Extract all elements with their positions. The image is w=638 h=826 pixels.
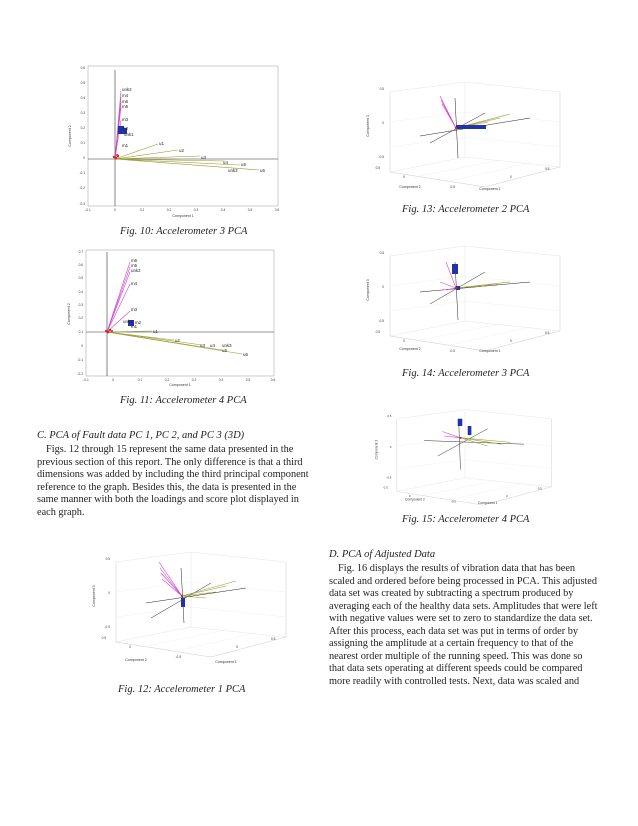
section-c-line: previous section of this report. The only difference is that a third [37,456,303,468]
svg-text:0.3: 0.3 [191,378,197,382]
svg-text:u6: u6 [243,352,248,357]
section-d-line: Fig. 16 displays the results of vibration data that has been [338,563,576,574]
svg-text:0: 0 [403,339,405,343]
svg-text:Component 1: Component 1 [479,187,501,191]
svg-text:m3: m3 [122,117,129,122]
svg-text:Component 2: Component 2 [67,303,71,325]
svg-text:Component 1: Component 1 [172,214,194,218]
fig11-caption: Fig. 11: Accelerometer 4 PCA [120,395,247,406]
section-d-line: averaging each of the healthy data sets. Amplitudes that were left [329,600,598,612]
svg-text:0.5: 0.5 [101,636,106,640]
svg-text:0: 0 [505,493,508,498]
svg-text:0: 0 [510,339,512,343]
svg-text:0: 0 [81,344,83,348]
svg-text:unk1: unk1 [123,319,133,324]
section-c-line: same manner with both the loadings and score plot displayed in [37,494,299,506]
svg-text:Component 1: Component 1 [479,349,501,353]
svg-text:0.2: 0.2 [166,208,172,212]
svg-text:-0.5: -0.5 [450,499,456,504]
fig14-caption: Fig. 14: Accelerometer 3 PCA [402,368,530,379]
section-d-line: with negative values were set to zero to standardize the data set. [329,613,593,624]
svg-text:-0.5: -0.5 [104,625,110,629]
svg-text:m5: m5 [131,263,138,268]
svg-text:Component 1: Component 1 [477,501,498,506]
svg-text:0.2: 0.2 [164,378,170,382]
section-d-line: scaled and ordered before being processed in PCA. This adjusted [329,575,598,587]
svg-text:0.5: 0.5 [379,87,384,91]
section-d-line: that data sets operating at different speeds could be compared [329,663,583,674]
svg-text:m6: m6 [131,258,138,263]
svg-text:0.2: 0.2 [80,126,85,130]
fig12-caption: Fig. 12: Accelerometer 1 PCA [118,684,246,695]
svg-text:m2: m2 [122,126,129,131]
svg-text:u4: u4 [210,343,215,348]
section-c-line: each graph. [37,506,85,518]
svg-text:0.6: 0.6 [274,208,280,212]
svg-text:m6: m6 [122,99,129,104]
svg-text:Component 3: Component 3 [366,279,370,301]
svg-text:0: 0 [83,156,85,160]
svg-text:unk3: unk3 [228,168,238,173]
svg-text:0.3: 0.3 [80,111,85,115]
svg-text:0.5: 0.5 [80,81,85,85]
svg-text:unk2: unk2 [131,268,141,273]
svg-text:0: 0 [112,378,114,382]
svg-text:-0.5: -0.5 [449,349,455,353]
svg-text:u3: u3 [200,343,205,348]
svg-text:u5: u5 [241,162,246,167]
svg-text:0: 0 [382,121,384,125]
svg-text:-0.1: -0.1 [83,378,89,382]
svg-text:0.5: 0.5 [375,166,380,170]
svg-text:m4: m4 [131,281,138,286]
svg-text:-0.5: -0.5 [175,655,181,659]
svg-text:u5: u5 [222,348,227,353]
fig15-caption: Fig. 15: Accelerometer 4 PCA [402,514,530,525]
svg-text:u2: u2 [175,338,180,343]
svg-text:0.1: 0.1 [137,378,143,382]
svg-text:0: 0 [510,175,512,179]
svg-text:0.5: 0.5 [78,276,83,280]
svg-text:Component 3: Component 3 [92,585,96,607]
svg-text:u4: u4 [223,160,228,165]
section-d-heading: D. PCA of Adjusted Data [329,549,436,560]
svg-text:-0.5: -0.5 [449,185,455,189]
svg-text:-0.1: -0.1 [79,171,85,175]
svg-text:0.5: 0.5 [545,331,550,335]
section-d-body [329,563,609,688]
svg-text:0.6: 0.6 [80,66,85,70]
svg-text:m5: m5 [122,104,129,109]
svg-text:0: 0 [389,444,392,449]
svg-text:Component 2: Component 2 [405,497,425,502]
svg-text:0: 0 [403,175,405,179]
svg-text:0.5: 0.5 [383,485,388,490]
svg-text:-0.3: -0.3 [79,202,85,206]
svg-text:0: 0 [114,208,116,212]
svg-text:Component 2: Component 2 [399,185,421,189]
svg-text:unk1: unk1 [124,132,134,137]
section-c-body [37,444,309,520]
section-c-line: dimensions was added by including the third principal component [37,469,309,481]
svg-text:0: 0 [382,285,384,289]
svg-text:0.5: 0.5 [245,378,251,382]
svg-text:0.3: 0.3 [78,303,83,307]
svg-text:u1: u1 [153,329,158,334]
svg-text:u6: u6 [260,168,265,173]
svg-text:m3: m3 [131,307,138,312]
svg-text:0.5: 0.5 [387,413,392,418]
svg-text:-0.1: -0.1 [85,208,91,212]
svg-text:m4: m4 [122,93,129,98]
fig12-plot [86,548,296,673]
section-d-line: more readily with controlled tests. Next, data was scaled and [329,675,580,687]
svg-text:Component 3: Component 3 [366,115,370,137]
svg-text:0.6: 0.6 [270,378,276,382]
svg-text:u2: u2 [179,148,184,153]
svg-text:0.4: 0.4 [220,208,226,212]
svg-text:Component 1: Component 1 [169,383,191,387]
fig10-plot [60,60,290,220]
section-c-line: reference to the graph. Besides this, the data is presented in the [37,481,297,493]
svg-text:-0.5: -0.5 [378,155,384,159]
svg-text:u1: u1 [159,141,164,146]
svg-text:-0.1: -0.1 [77,358,83,362]
svg-text:0.5: 0.5 [105,557,110,561]
svg-text:0: 0 [129,645,131,649]
svg-text:m1: m1 [122,143,129,148]
fig10-caption: Fig. 10: Accelerometer 3 PCA [120,226,248,237]
svg-text:0.5: 0.5 [545,167,550,171]
section-d-line: data set was created by subtracting a spectrum produced by [329,588,574,599]
svg-text:unk3: unk3 [222,343,232,348]
svg-text:Component 1: Component 1 [215,660,237,664]
svg-text:0: 0 [408,493,411,498]
svg-text:0.4: 0.4 [80,96,85,100]
svg-text:0.1: 0.1 [80,141,85,145]
svg-text:0.5: 0.5 [375,330,380,334]
svg-text:m1: m1 [131,324,138,329]
fig13-caption: Fig. 13: Accelerometer 2 PCA [402,204,530,215]
svg-text:Component 2: Component 2 [68,125,72,147]
svg-text:0.3: 0.3 [193,208,199,212]
section-d-line: assigning the amplitude at a certain frequency to that of the [329,638,574,649]
fig15-plot [360,406,570,506]
svg-text:Component 3: Component 3 [374,439,379,460]
svg-text:0.4: 0.4 [78,290,83,294]
section-c-heading: C. PCA of Fault data PC 1, PC 2, and PC 3 (3D) [37,430,245,441]
svg-text:0.5: 0.5 [537,486,542,491]
svg-text:0.4: 0.4 [218,378,224,382]
svg-text:0.5: 0.5 [247,208,253,212]
svg-text:-0.2: -0.2 [79,186,85,190]
svg-text:0.5: 0.5 [379,251,384,255]
fig14-plot [360,242,570,367]
svg-text:unk2: unk2 [122,87,132,92]
svg-text:Component 2: Component 2 [399,347,421,351]
section-d-line: nearest order multiple of the running speed. This was done so [329,650,583,662]
fig11-plot [62,244,292,388]
svg-text:0.5: 0.5 [271,637,276,641]
svg-text:0.1: 0.1 [139,208,145,212]
svg-text:0.6: 0.6 [78,263,83,267]
svg-text:-0.2: -0.2 [77,372,83,376]
svg-text:m2: m2 [135,320,142,325]
svg-text:0.1: 0.1 [78,330,83,334]
section-c-line: Figs. 12 through 15 represent the same data presented in the [46,444,294,455]
svg-text:Component 2: Component 2 [125,658,147,662]
svg-text:-0.5: -0.5 [386,475,392,480]
svg-text:u3: u3 [201,155,206,160]
svg-text:0: 0 [236,645,238,649]
svg-text:-0.5: -0.5 [378,319,384,323]
svg-text:0.7: 0.7 [78,250,83,254]
svg-text:0: 0 [108,591,110,595]
fig13-plot [360,78,570,203]
svg-text:0.2: 0.2 [78,316,83,320]
section-d-line: After this process, each data set was put in terms of order by [329,625,579,637]
